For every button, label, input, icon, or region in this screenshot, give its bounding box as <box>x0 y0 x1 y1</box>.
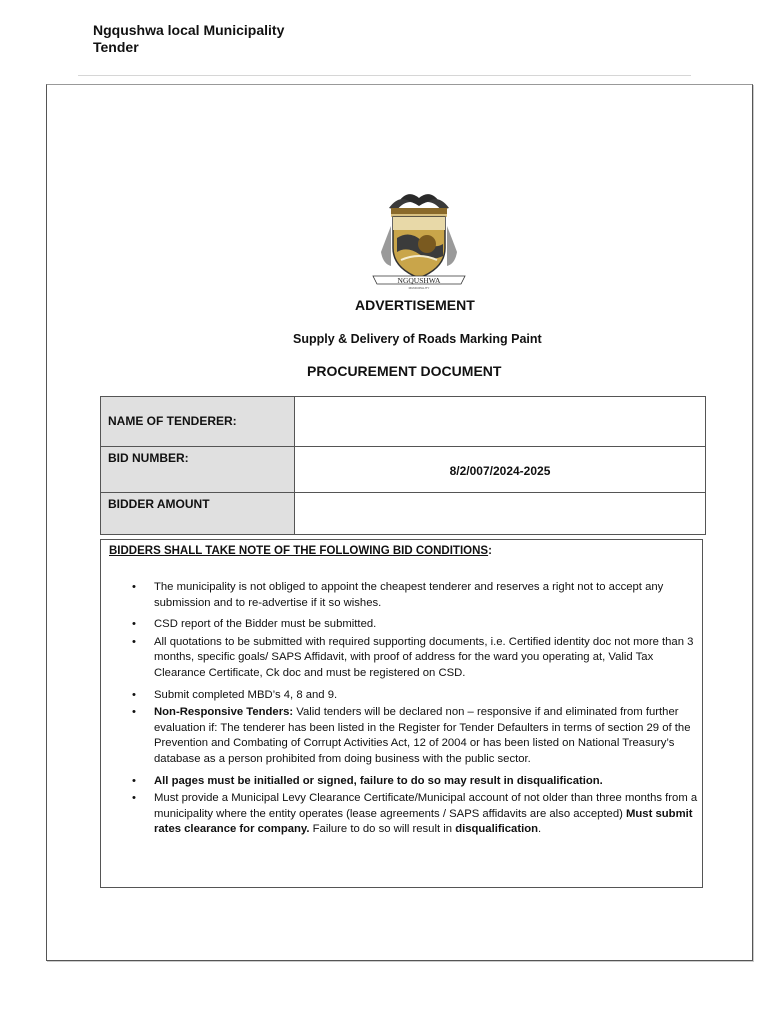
heading-text: BIDDERS SHALL TAKE NOTE OF THE FOLLOWING BID CONDITIONS <box>109 545 489 557</box>
tenderer-info-table <box>100 396 706 535</box>
document-type: Tender <box>93 39 139 55</box>
list-item <box>121 688 701 704</box>
table-row <box>101 493 706 535</box>
procurement-title: PROCUREMENT DOCUMENT <box>307 363 502 379</box>
crest-sub-text: MUNICIPALITY <box>408 286 430 290</box>
bid-conditions-list <box>121 580 701 840</box>
condition-text: Valid tenders will be declared non – responsive if and eliminated from further evaluation if: The tenderer has been listed in the Register for Tender Defaulters in terms of section 29 of the Prevention and Combating of Corrupt Activities Act, 12 of 2004 or has been listed on National Treasury’s database as a person prohibited from doing business with the public sector. <box>154 706 691 765</box>
condition-text: Submit completed MBD’s 4, 8 and 9. <box>154 688 338 701</box>
bullet-icon: • <box>132 774 136 787</box>
condition-text: CSD report of the Bidder must be submitted. <box>154 618 377 631</box>
condition-bold-text: Non-Responsive Tenders: <box>154 706 294 719</box>
bullet-icon: • <box>132 688 136 701</box>
ngqushwa-crest-icon <box>367 186 471 290</box>
municipality-name: Ngqushwa local Municipality <box>93 22 285 38</box>
crest-banner-text: NGQUSHWA <box>397 276 441 285</box>
table-row <box>101 447 706 493</box>
bidder-amount-label: BIDDER AMOUNT <box>101 493 295 535</box>
tenderer-name-label: NAME OF TENDERER: <box>101 397 295 447</box>
list-item <box>121 791 701 838</box>
condition-bold-text: All pages must be initialled or signed, failure to do so may result in disqualification. <box>154 774 603 787</box>
bullet-icon: • <box>132 706 136 719</box>
condition-text: . <box>538 823 542 836</box>
bid-conditions-heading <box>109 545 492 557</box>
bid-number-label: BID NUMBER: <box>101 447 295 493</box>
bullet-icon: • <box>132 618 136 631</box>
bid-number-value: 8/2/007/2024-2025 <box>295 447 706 493</box>
condition-text: The municipality is not obliged to appoint the cheapest tenderer and reserves a right not to accept any submission and to re-advertise if it so wishes. <box>154 581 664 609</box>
bid-conditions-box <box>100 539 703 888</box>
condition-text: Failure to do so will result in <box>309 823 456 836</box>
condition-bold-text: disqualification <box>455 823 539 836</box>
tenderer-name-field[interactable] <box>295 397 706 447</box>
condition-text: Must provide a Municipal Levy Clearance Certificate/Municipal account of not older than three months from a municipality where the entity operates (lease agreements / SAPS affidavits are also accepted) <box>154 792 698 820</box>
bullet-icon: • <box>132 581 136 593</box>
condition-bold-text: Must submit rates clearance for company. <box>154 807 693 836</box>
advertisement-title: ADVERTISEMENT <box>355 297 475 313</box>
header-divider <box>78 75 691 76</box>
list-item <box>121 635 701 682</box>
list-item <box>121 580 701 611</box>
bullet-icon: • <box>132 635 136 648</box>
list-item <box>121 705 701 767</box>
list-item <box>121 617 701 633</box>
heading-colon: : <box>488 545 492 557</box>
condition-text: All quotations to be submitted with required supporting documents, i.e. Certified identity doc not more than 3 months, specific goals/ SAPS Affidavit, with proof of address for the ward you operating at, Valid Tax Clearance Certificate, Ck doc and must be registered on CSD. <box>154 635 694 679</box>
list-item <box>121 774 701 790</box>
tender-subject: Supply & Delivery of Roads Marking Paint <box>293 332 542 346</box>
bidder-amount-field[interactable] <box>295 493 706 535</box>
document-header <box>93 22 284 56</box>
bullet-icon: • <box>132 792 136 805</box>
table-row <box>101 397 706 447</box>
